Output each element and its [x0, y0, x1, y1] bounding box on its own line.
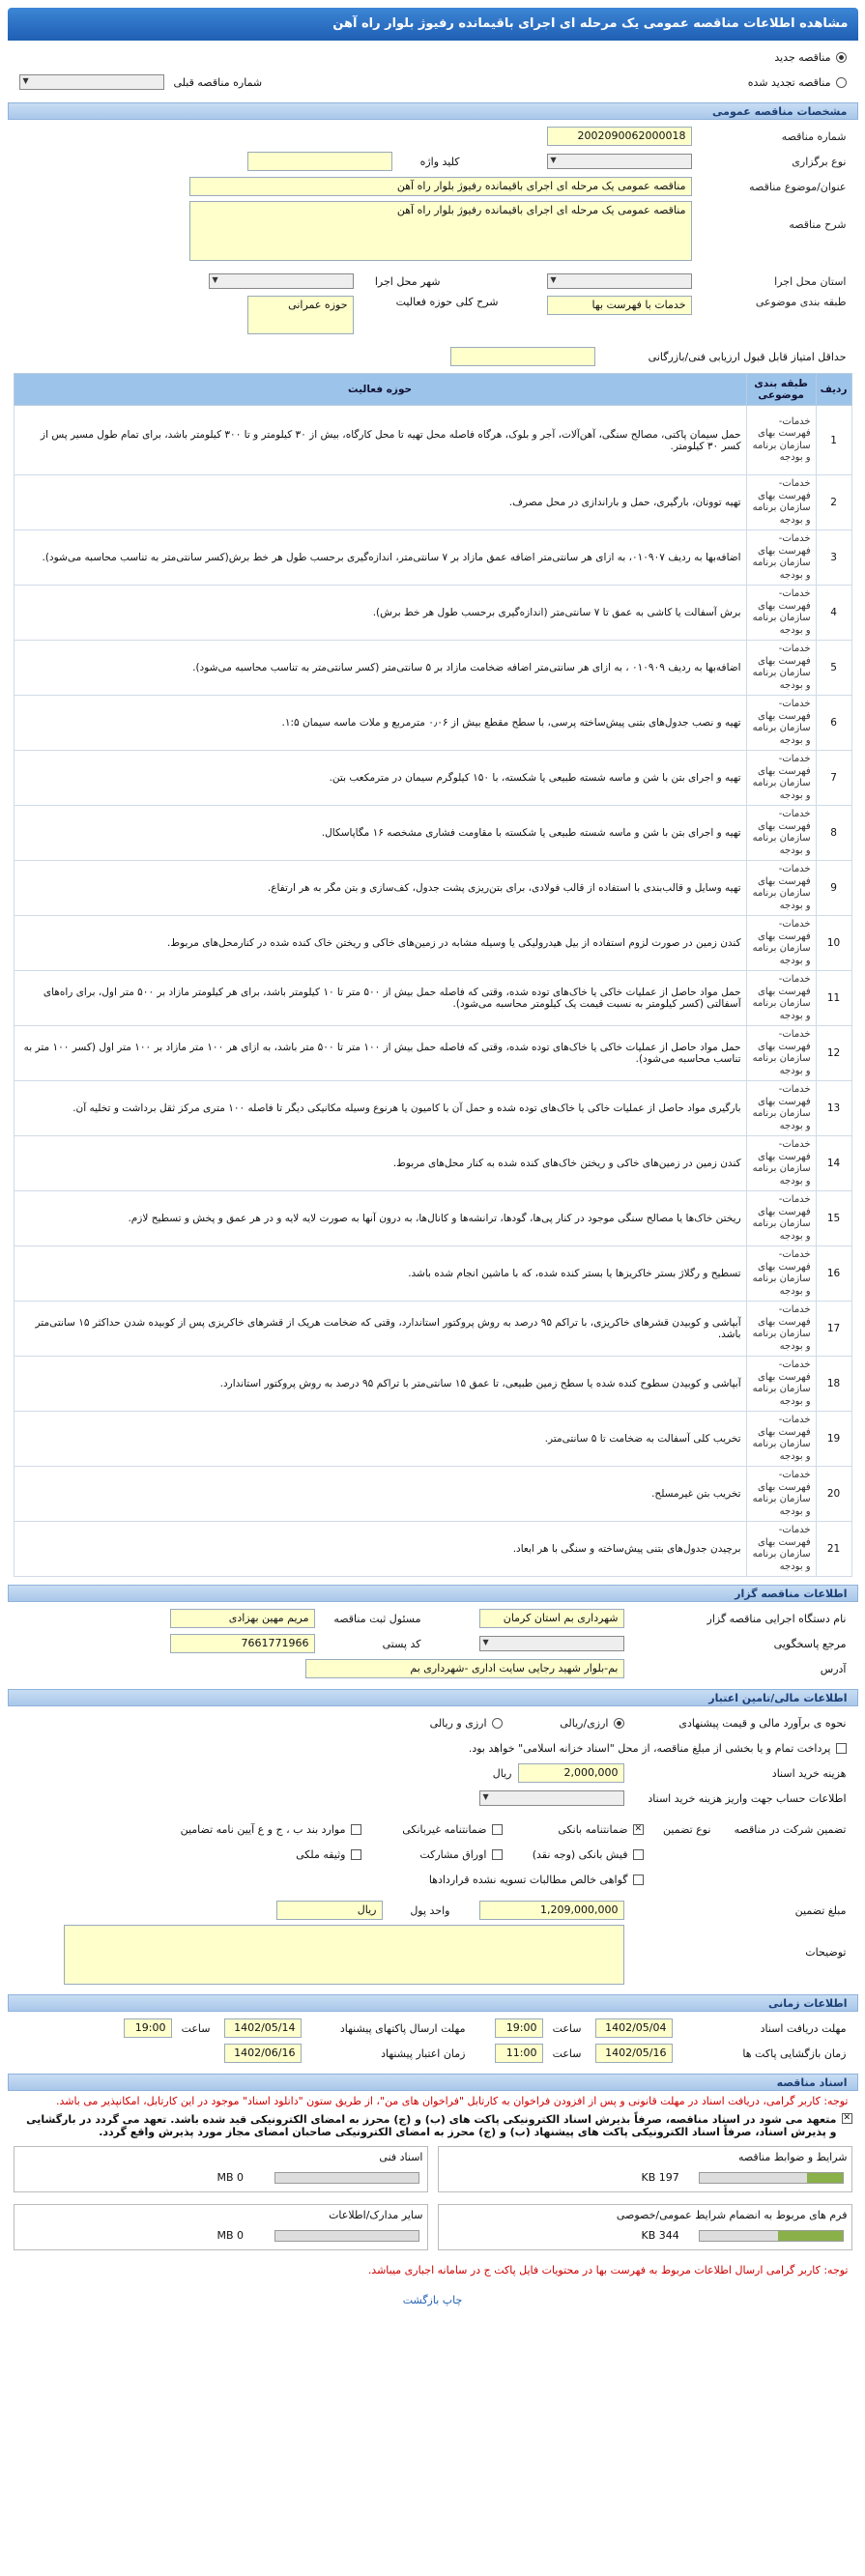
- guarantee-type-label: نوع تضمین: [663, 1822, 711, 1836]
- g2-label: ضمانتنامه غیربانکی: [402, 1822, 487, 1836]
- row-category: خدمات- فهرست بهای سازمان برنامه و بودجه: [746, 1136, 816, 1191]
- row-number: 8: [816, 806, 851, 861]
- prev-no-select[interactable]: [19, 74, 164, 90]
- g2-check[interactable]: [492, 1824, 503, 1835]
- row-number: 19: [816, 1412, 851, 1467]
- docs-note-2: توجه: کاربر گرامی ارسال اطلاعات مربوط به فهرست بها در محتویات فایل پاکت ج در سامانه اجباری میباشد.: [367, 2264, 849, 2276]
- currency-label: واحد پول: [410, 1903, 450, 1917]
- pay-type-label: نحوه ی برآورد مالی و قیمت پیشنهادی: [678, 1716, 847, 1730]
- table-row: [14, 1467, 851, 1522]
- organizer-section: اطلاعات مناقصه گزار: [8, 1585, 858, 1602]
- table-row: [14, 641, 851, 696]
- desc-field: مناقصه عمومی یک مرحله ای اجرای باقیمانده رفیوژ بلوار راه آهن: [189, 201, 692, 261]
- table-row: [14, 1412, 851, 1467]
- row-scope: اضافه‌بها به ردیف ۰۱۰۹۰۹ ، به ازای هر سانتی‌متر اضافه ضخامت مازاد بر ۵ سانتی‌متر (کسر سانتی‌متر به تناسب محاسبه می‌شود).: [14, 641, 746, 696]
- row-category: خدمات- فهرست بهای سازمان برنامه و بودجه: [746, 1412, 816, 1467]
- row-scope: کندن زمین در صورت لزوم استفاده از بیل هیدرولیکی یا وسیله مشابه در زمین‌های خاکی و ریختن خاک کنده شده در کنارمحل‌های مربوط.: [14, 916, 746, 971]
- row-category: خدمات- فهرست بهای سازمان برنامه و بودجه: [746, 696, 816, 751]
- g7-label: گواهی خالص مطالبات تسویه نشده قراردادها: [428, 1873, 628, 1886]
- row-scope: تسطیح و رگلاژ بستر خاکریزها یا بستر کنده شده، که با ماشین انجام شده باشد.: [14, 1246, 746, 1302]
- file-other-size: 0 MB: [216, 2229, 245, 2242]
- row-category: خدمات- فهرست بهای سازمان برنامه و بودجه: [746, 1081, 816, 1136]
- type-label: نوع برگزاری: [792, 155, 847, 168]
- row-scope: تهیه و اجرای بتن با شن و ماسه شسته طبیعی یا شکسته با مقاومت فشاری مشخصه ۱۶ مگاپاسکال.: [14, 806, 746, 861]
- open-time-label: ساعت: [552, 2046, 582, 2060]
- g3-check[interactable]: [351, 1824, 361, 1835]
- g5-check[interactable]: [492, 1849, 503, 1860]
- col-scope: حوزه فعالیت: [14, 374, 746, 406]
- open-field: 1402/05/16: [595, 2044, 673, 2063]
- g5-label: اوراق مشارکت: [419, 1847, 487, 1861]
- file-conditions[interactable]: [438, 2146, 852, 2192]
- row-category: خدمات- فهرست بهای سازمان برنامه و بودجه: [746, 1191, 816, 1246]
- row-number: 12: [816, 1026, 851, 1081]
- table-row: [14, 475, 851, 530]
- row-scope: تخریب بتن غیرمسلح.: [14, 1467, 746, 1522]
- row-category: خدمات- فهرست بهای سازمان برنامه و بودجه: [746, 1522, 816, 1577]
- row-category: خدمات- فهرست بهای سازمان برنامه و بودجه: [746, 406, 816, 475]
- row-category: خدمات- فهرست بهای سازمان برنامه و بودجه: [746, 806, 816, 861]
- row-scope: حمل سیمان پاکتی، مصالح سنگی، آهن‌آلات، آجر و بلوک، هرگاه فاصله محل تهیه تا محل کارگاه، بیش از ۳۰ کیلومتر و تا ۳۰۰ کیلومتر باشد، برای تمام طول مسیر پس از کسر ۳۰ کیلومتر.: [14, 406, 746, 475]
- docs-note: توجه: کاربر گرامی، دریافت اسناد در مهلت قانونی و پس از افزودن فراخوان به کارتابل "فراخوان های من"، از طریق ستون "دانلود اسناد" موجود در این کارتابل، امکانپذیر می باشد.: [55, 2095, 849, 2107]
- row-number: 11: [816, 971, 851, 1026]
- row-category: خدمات- فهرست بهای سازمان برنامه و بودجه: [746, 971, 816, 1026]
- doc-price-unit: ریال: [492, 1766, 512, 1780]
- org-field: شهرداری بم استان کرمان: [479, 1609, 624, 1628]
- col-category: طبقه بندی موضوعی: [746, 374, 816, 406]
- send-time-field: 19:00: [124, 2018, 172, 2038]
- row-number: 1: [816, 406, 851, 475]
- keyword-field[interactable]: [247, 152, 392, 171]
- table-row: [14, 1522, 851, 1577]
- commit-text: متعهد می شود در اسناد مناقصه، صرفاً بذیرش اسناد الکترونیکی پاکت های (ب) و (ج) محرز به امضای الکترونیکی قید شده باشد. تعهد می گردد در بارگشایی و پذیرش اسناد، صرفاً اسناد الکترونیکی پاکت های پیشنهاد (ب) و (ج) محرز به امضای الکترونیکی صاحبان امضای مجاز مورد پذیرش واقع گردد.: [26, 2113, 837, 2138]
- category-field: خدمات با فهرست بها: [547, 296, 692, 315]
- file-conditions-size: 197 KB: [641, 2171, 679, 2184]
- table-row: [14, 751, 851, 806]
- desc-label: شرح مناقصه: [789, 218, 847, 231]
- row-number: 16: [816, 1246, 851, 1302]
- file-technical-title: اسناد فنی: [379, 2151, 423, 2163]
- doc-price-label: هزینه خرید اسناد: [771, 1766, 847, 1780]
- row-category: خدمات- فهرست بهای سازمان برنامه و بودجه: [746, 1246, 816, 1302]
- subject-label: عنوان/موضوع مناقصه: [749, 180, 847, 193]
- city-select[interactable]: [209, 273, 354, 289]
- table-row: [14, 1191, 851, 1246]
- row-scope: تهیه توونان، بارگیری، حمل و باراندازی در محل مصرف.: [14, 475, 746, 530]
- table-row: [14, 971, 851, 1026]
- validity-field: 1402/06/16: [224, 2044, 302, 2063]
- rial-label: ارزی/ریالی: [560, 1716, 609, 1730]
- row-number: 9: [816, 861, 851, 916]
- table-row: [14, 406, 851, 475]
- row-scope: حمل مواد حاصل از عملیات خاکی یا خاک‌های توده شده، وقتی که فاصله حمل بیش از ۱۰۰ متر تا ۵۰۰ متر باشد، به ازای هر ۱۰۰ متر مازاد بر ۱۰۰ متر اول (کسر ۱۰۰ متر به تناسب محاسبه می‌شود).: [14, 1026, 746, 1081]
- table-row: [14, 530, 851, 586]
- send-time-label: ساعت: [181, 2021, 211, 2035]
- table-row: [14, 861, 851, 916]
- table-row: [14, 1246, 851, 1302]
- min-score-label: حداقل امتیاز قابل قبول ارزیابی فنی/بازرگانی: [648, 350, 847, 363]
- row-category: خدمات- فهرست بهای سازمان برنامه و بودجه: [746, 751, 816, 806]
- row-scope: برش آسفالت یا کاشی به عمق تا ۷ سانتی‌متر (اندازه‌گیری برحسب طول هر خط برش).: [14, 586, 746, 641]
- doc-time-field: 19:00: [495, 2018, 543, 2038]
- print-link[interactable]: چاپ بازگشت: [402, 2294, 463, 2306]
- guarantee-label: تضمین شرکت در مناقصه: [734, 1822, 847, 1836]
- activities-table: [14, 373, 852, 1577]
- commit-check[interactable]: [842, 2113, 852, 2124]
- table-row: [14, 586, 851, 641]
- row-number: 13: [816, 1081, 851, 1136]
- row-number: 17: [816, 1302, 851, 1357]
- row-category: خدمات- فهرست بهای سازمان برنامه و بودجه: [746, 1026, 816, 1081]
- row-scope: تهیه و اجرای بتن با شن و ماسه شسته طبیعی یا شکسته، با ۱۵۰ کیلوگرم سیمان در مترمکعب بتن.: [14, 751, 746, 806]
- amount-field: 1,209,000,000: [479, 1901, 624, 1920]
- table-row: [14, 806, 851, 861]
- g4-check[interactable]: [633, 1849, 644, 1860]
- file-forms-title: فرم های مربوط به انضمام شرایط عمومی/خصوصی: [616, 2209, 848, 2221]
- min-score-field: [450, 347, 595, 366]
- renewed-tender-radio[interactable]: [836, 77, 847, 88]
- row-number: 15: [816, 1191, 851, 1246]
- file-conditions-title: شرایط و ضوابط مناقصه: [738, 2151, 848, 2163]
- doc-time-label: ساعت: [552, 2021, 582, 2035]
- new-tender-label: مناقصه جدید: [774, 50, 831, 64]
- row-number: 14: [816, 1136, 851, 1191]
- treasury-text: پرداخت تمام و یا بخشی از مبلغ مناقصه، از محل "اسناد خزانه اسلامی" خواهد بود.: [468, 1741, 831, 1755]
- doc-price-field: 2,000,000: [518, 1763, 624, 1783]
- finance-section: اطلاعات مالی/تامین اعتبار: [8, 1689, 858, 1706]
- doc-deadline-field: 1402/05/04: [595, 2018, 673, 2038]
- row-number: 20: [816, 1467, 851, 1522]
- row-number: 21: [816, 1522, 851, 1577]
- treasury-check[interactable]: [836, 1743, 847, 1754]
- row-number: 10: [816, 916, 851, 971]
- table-row: [14, 1302, 851, 1357]
- row-scope: اضافه‌بها به ردیف ۰۱۰۹۰۷، به ازای هر سانتی‌متر اضافه عمق مازاد بر ۷ سانتی‌متر، اندازه‌گیری برحسب طول هر خط برش(کسر سانتی‌متر به تناسب محاسبه می‌شود).: [14, 530, 746, 586]
- category-label: طبقه بندی موضوعی: [755, 296, 847, 308]
- fx-radio[interactable]: [492, 1718, 503, 1729]
- g3-label: موارد بند ب ، ج و ع آیین نامه تضامین: [180, 1822, 346, 1836]
- table-row: [14, 1357, 851, 1412]
- g6-label: وثیقه ملکی: [296, 1847, 346, 1861]
- currency-field: ریال: [276, 1901, 383, 1920]
- g6-check[interactable]: [351, 1849, 361, 1860]
- file-forms[interactable]: [438, 2204, 852, 2250]
- row-number: 4: [816, 586, 851, 641]
- file-technical[interactable]: [14, 2146, 428, 2192]
- province-select[interactable]: [547, 273, 692, 289]
- row-scope: حمل مواد حاصل از عملیات خاکی یا خاک‌های توده شده، وقتی که فاصله حمل بیش از ۵۰۰ متر تا ۱۰ کیلومتر باشد، برای هر کیلومتر مازاد بر ۵۰۰ متر اول، برای راه‌های آسفالتی (کسر کیلومتر به نسبت قیمت یک کیلومتر محاسبه می‌شود).: [14, 971, 746, 1026]
- file-technical-size: 0 MB: [216, 2171, 245, 2184]
- scope-field: حوزه عمرانی: [247, 296, 354, 334]
- open-label: زمان بازگشایی پاکت ها: [742, 2046, 847, 2060]
- postal-field: 7661771966: [170, 1634, 315, 1653]
- doc-deadline-label: مهلت دریافت اسناد: [760, 2021, 847, 2035]
- account-label: اطلاعات حساب جهت واریز هزینه خرید اسناد: [648, 1791, 847, 1805]
- table-row: [14, 1136, 851, 1191]
- rial-radio[interactable]: [614, 1718, 624, 1729]
- row-category: خدمات- فهرست بهای سازمان برنامه و بودجه: [746, 475, 816, 530]
- row-number: 2: [816, 475, 851, 530]
- row-scope: آبپاشی و کوبیدن قشرهای خاکریزی، با تراکم ۹۵ درصد به روش پروکتور استاندارد، وقتی که ضخامت هریک از قشرهای خاکریزی پس از کوبیده شدن حداکثر ۱۵ سانتی‌متر باشد.: [14, 1302, 746, 1357]
- table-row: [14, 1081, 851, 1136]
- ref-label: مرجع پاسخگویی: [773, 1637, 847, 1650]
- docs-section: اسناد مناقصه: [8, 2074, 858, 2091]
- subject-field: مناقصه عمومی یک مرحله ای اجرای باقیمانده رفیوژ بلوار راه آهن: [189, 177, 692, 196]
- row-scope: آبپاشی و کوبیدن سطوح کنده شده یا سطح زمین طبیعی، تا عمق ۱۵ سانتی‌متر با تراکم ۹۵ درصد به روش پروکتور استاندارد.: [14, 1357, 746, 1412]
- city-label: شهر محل اجرا: [374, 274, 441, 288]
- timing-section: اطلاعات زمانی: [8, 1994, 858, 2012]
- ref-select[interactable]: [479, 1636, 624, 1651]
- address-label: آدرس: [820, 1662, 847, 1675]
- row-scope: ریختن خاک‌ها یا مصالح سنگی موجود در کنار پی‌ها، گودها، ترانشه‌ها و کانال‌ها، به درون آنها به صورت لایه لایه و در هر عمق و پخش و تسطیح لازم.: [14, 1191, 746, 1246]
- keyword-label: کلید واژه: [419, 155, 460, 168]
- page-title: مشاهده اطلاعات مناقصه عمومی یک مرحله ای اجرای باقیمانده رفیوژ بلوار راه آهن: [8, 8, 858, 41]
- row-number: 7: [816, 751, 851, 806]
- org-label: نام دستگاه اجرایی مناقصه گزار: [706, 1612, 847, 1625]
- row-number: 18: [816, 1357, 851, 1412]
- send-label: مهلت ارسال پاکتهای پیشنهاد: [339, 2021, 466, 2035]
- row-scope: تخریب کلی آسفالت به ضخامت تا ۵ سانتی‌متر.: [14, 1412, 746, 1467]
- table-row: [14, 916, 851, 971]
- row-scope: بارگیری مواد حاصل از عملیات خاکی یا خاک‌های توده شده و حمل آن با کامیون یا هرنوع وسیله مکانیکی دیگر تا فاصله ۱۰۰ متری مرکز ثقل برداشت و تخلیه آن.: [14, 1081, 746, 1136]
- col-row: ردیف: [816, 374, 851, 406]
- g1-check[interactable]: [633, 1824, 644, 1835]
- file-other-title: سایر مدارک/اطلاعات: [329, 2209, 423, 2221]
- province-label: استان محل اجرا: [774, 274, 847, 288]
- type-select[interactable]: [547, 154, 692, 169]
- row-number: 3: [816, 530, 851, 586]
- row-scope: برچیدن جدول‌های بتنی پیش‌ساخته و سنگی با هر ابعاد.: [14, 1522, 746, 1577]
- send-field: 1402/05/14: [224, 2018, 302, 2038]
- table-row: [14, 1026, 851, 1081]
- row-scope: تهیه و نصب جدول‌های بتنی پیش‌ساخته پرسی، با سطح مقطع بیش از ۰٫۰۶ مترمربع و ملات ماسه سیمان ۱:۵.: [14, 696, 746, 751]
- general-section: مشخصات مناقصه عمومی: [8, 102, 858, 120]
- row-category: خدمات- فهرست بهای سازمان برنامه و بودجه: [746, 916, 816, 971]
- row-category: خدمات- فهرست بهای سازمان برنامه و بودجه: [746, 586, 816, 641]
- prev-no-label: شماره مناقصه قبلی: [173, 75, 263, 89]
- row-category: خدمات- فهرست بهای سازمان برنامه و بودجه: [746, 1357, 816, 1412]
- row-scope: تهیه وسایل و قالب‌بندی با استفاده از قالب فولادی، برای بتن‌ریزی پشت جدول، کف‌سازی و بتن مگر به هر ارتفاع.: [14, 861, 746, 916]
- responsible-label: مسئول ثبت مناقصه: [333, 1612, 421, 1625]
- responsible-field: مریم مهین بهزادی: [170, 1609, 315, 1628]
- validity-label: زمان اعتبار پیشنهاد: [381, 2046, 466, 2060]
- renewed-tender-label: مناقصه تجدید شده: [747, 75, 831, 89]
- row-category: خدمات- فهرست بهای سازمان برنامه و بودجه: [746, 641, 816, 696]
- row-category: خدمات- فهرست بهای سازمان برنامه و بودجه: [746, 1302, 816, 1357]
- file-forms-size: 344 KB: [641, 2229, 679, 2242]
- row-category: خدمات- فهرست بهای سازمان برنامه و بودجه: [746, 1467, 816, 1522]
- open-time-field: 11:00: [495, 2044, 543, 2063]
- fx-label: ارزی و ریالی: [429, 1716, 487, 1730]
- row-number: 5: [816, 641, 851, 696]
- amount-label: مبلغ تضمین: [794, 1903, 847, 1917]
- notes-field: [64, 1925, 624, 1985]
- g4-label: فیش بانکی (وجه نقد): [532, 1847, 628, 1861]
- notes-label: توضیحات: [805, 1946, 847, 1959]
- g7-check[interactable]: [633, 1875, 644, 1885]
- tender-no-label: شماره مناقصه: [781, 129, 847, 143]
- address-field: بم-بلوار شهید رجایی سایت اداری -شهرداری بم: [305, 1659, 624, 1678]
- row-number: 6: [816, 696, 851, 751]
- scope-label: شرح کلی حوزه فعالیت: [395, 296, 499, 308]
- row-category: خدمات- فهرست بهای سازمان برنامه و بودجه: [746, 530, 816, 586]
- file-other[interactable]: [14, 2204, 428, 2250]
- tender-no-field: 2002090062000018: [547, 127, 692, 146]
- table-row: [14, 696, 851, 751]
- row-category: خدمات- فهرست بهای سازمان برنامه و بودجه: [746, 861, 816, 916]
- account-select[interactable]: [479, 1790, 624, 1806]
- new-tender-radio[interactable]: [836, 52, 847, 63]
- g1-label: ضمانتنامه بانکی: [558, 1822, 628, 1836]
- postal-label: کد پستی: [382, 1637, 421, 1650]
- row-scope: کندن زمین در زمین‌های خاکی و ریختن خاک‌های کنده شده به کنار محل‌های مربوط.: [14, 1136, 746, 1191]
